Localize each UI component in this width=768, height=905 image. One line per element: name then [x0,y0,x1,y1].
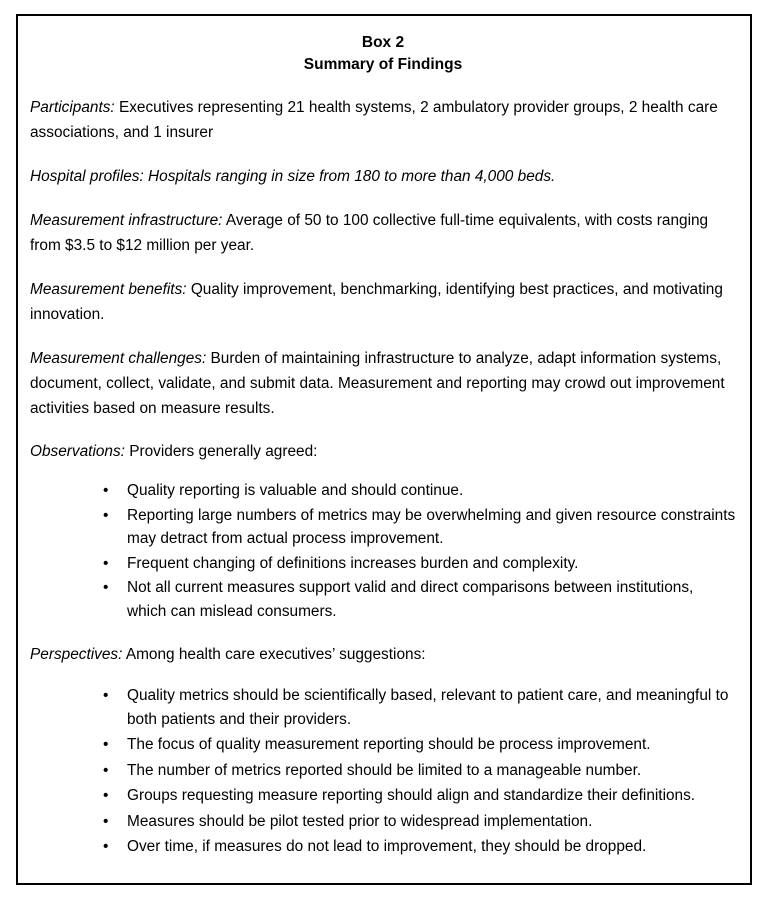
list-item [30,835,736,859]
bullet-icon: • [103,482,109,500]
perspectives-body: Among health care executives’ suggestions: [122,646,426,664]
list-item-text: Groups requesting measure reporting should align and standardize their definitions. [127,787,696,805]
list-item [30,759,736,783]
list-item-text: Quality metrics should be scientifically based, relevant to patient care, and meaningful to both patients and their providers. [127,687,729,728]
measurement-challenges-body: Burden of maintaining infrastructure to analyze, adapt information systems, document, collect, validate, and submit data. Measurement and reporting may crowd out improvement activities based on measure results. [30,350,725,417]
list-item-text: Frequent changing of definitions increases burden and complexity. [127,554,579,572]
perspectives-bullet-list [30,684,736,859]
observations-body: Providers generally agreed: [124,443,318,460]
hospital-profiles-label: Hospital profiles: [30,168,144,185]
bullet-icon: • [103,554,109,572]
bullet-icon: • [103,506,109,524]
summary-box [16,14,752,885]
list-item-text: The number of metrics reported should be limited to a manageable number. [127,761,642,779]
measurement-benefits-label: Measurement benefits: [30,281,187,298]
section-hospital-profiles [30,164,736,189]
bullet-icon: • [103,812,109,830]
bullet-icon: • [103,838,109,856]
measurement-challenges-label: Measurement challenges: [30,350,207,367]
list-item [30,784,736,808]
list-item [30,576,736,623]
list-item [30,552,736,576]
observations-bullet-list [30,479,736,623]
list-item [30,479,736,503]
section-perspectives [30,642,736,667]
box-title [30,32,736,76]
section-participants [30,95,736,145]
box-title-line-1: Box 2 [361,34,405,51]
section-measurement-challenges [30,346,736,421]
list-item [30,733,736,757]
box-title-line-2: Summary of Findings [303,56,463,73]
participants-label: Participants: [30,99,115,116]
hospital-profiles-body: Hospitals ranging in size from 180 to more than 4,000 beds. [143,168,556,185]
list-item-text: Reporting large numbers of metrics may be overwhelming and given resource constraints may detract from actual process improvement. [127,506,736,548]
list-item [30,684,736,731]
bullet-icon: • [103,761,109,779]
section-observations [30,439,736,464]
section-measurement-infrastructure [30,208,736,258]
bullet-icon: • [103,736,109,754]
bullet-icon: • [103,579,109,597]
list-item-text: Not all current measures support valid and direct comparisons between institutions, which can mislead consumers. [127,579,694,620]
participants-body: Executives representing 21 health systems, 2 ambulatory provider groups, 2 health care associations, and 1 insurer [30,99,718,141]
measurement-benefits-body: Quality improvement, benchmarking, identifying best practices, and motivating innovation. [30,281,723,323]
measurement-infrastructure-label: Measurement infrastructure: [30,212,223,229]
section-measurement-benefits [30,277,736,327]
list-item-text: Measures should be pilot tested prior to widespread implementation. [127,812,593,830]
perspectives-label: Perspectives: [30,646,123,664]
bullet-icon: • [103,687,109,705]
list-item-text: Quality reporting is valuable and should continue. [127,482,464,500]
list-item [30,810,736,834]
list-item [30,504,736,551]
observations-label: Observations: [30,443,125,460]
list-item-text: Over time, if measures do not lead to improvement, they should be dropped. [127,838,647,856]
measurement-infrastructure-body: Average of 50 to 100 collective full-time equivalents, with costs ranging from $3.5 to $12 million per year. [30,212,709,254]
list-item-text: The focus of quality measurement reporting should be process improvement. [127,736,651,754]
bullet-icon: • [103,787,109,805]
